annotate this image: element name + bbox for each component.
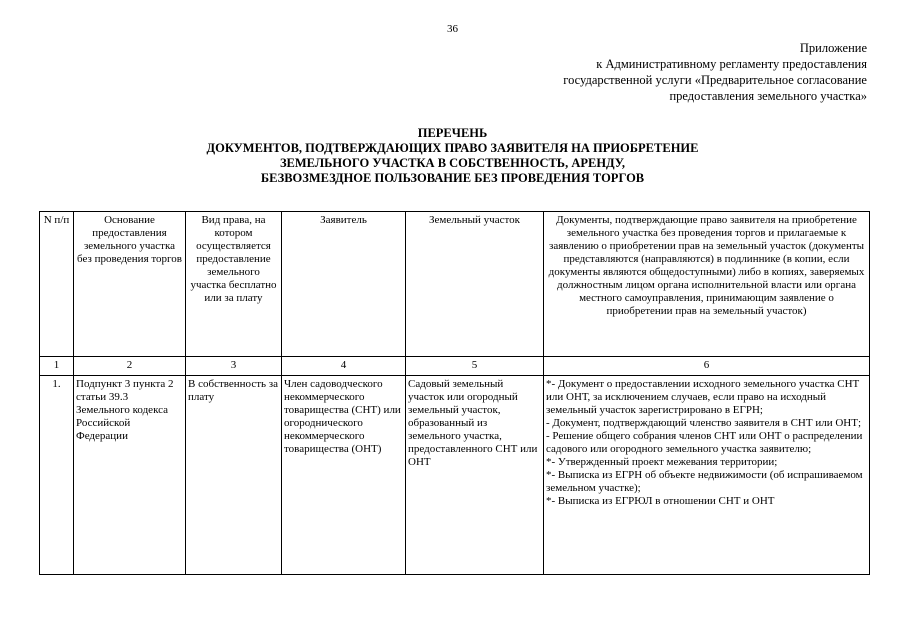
row-basis-cell: Подпункт 3 пункта 2 статьи 39.3 Земельного кодекса Российской Федерации	[74, 376, 186, 575]
row-land-cell: Садовый земельный участок или огородный земельный участок, образованный из земельного участка, предоставленного СНТ или ОНТ	[406, 376, 544, 575]
table-row	[40, 376, 870, 575]
header-cell-basis: Основание предоставления земельного участка без проведения торгов	[74, 212, 186, 357]
header-cell-right: Вид права, на котором осуществляется предоставление земельного участка бесплатно или за плату	[186, 212, 282, 357]
table-header-row	[40, 212, 870, 357]
column-number-row	[40, 357, 870, 376]
column-number: 5	[406, 357, 544, 376]
column-number: 4	[282, 357, 406, 376]
title-line: ПЕРЕЧЕНЬ	[417, 126, 488, 140]
column-number: 3	[186, 357, 282, 376]
documents-table	[39, 211, 870, 575]
document-item: *- Документ о предоставлении исходного земельного участка СНТ или ОНТ, за исключением случаев, если право на исходный земельный участок зарегистрировано в ЕГРН;	[546, 378, 860, 416]
document-item: *- Выписка из ЕГРЮЛ в отношении СНТ и ОНТ	[546, 495, 775, 507]
header-cell-number: N п/п	[40, 212, 74, 357]
page-number: 36	[447, 23, 458, 35]
header-cell-applicant: Заявитель	[282, 212, 406, 357]
row-applicant-cell: Член садоводческого некоммерческого товарищества (СНТ) или огороднического некоммерческого товарищества (ОНТ)	[282, 376, 406, 575]
appendix-line: предоставления земельного участка»	[669, 89, 867, 103]
column-number: 1	[40, 357, 74, 376]
document-item: - Решение общего собрания членов СНТ или ОНТ о распределении садового или огородного земельного участка заявителю;	[546, 430, 863, 455]
column-number: 6	[544, 357, 870, 376]
appendix-line: государственной услуги «Предварительное согласование	[563, 73, 867, 87]
title-line: БЕЗВОЗМЕЗДНОЕ ПОЛЬЗОВАНИЕ БЕЗ ПРОВЕДЕНИЯ ТОРГОВ	[260, 171, 645, 185]
column-number: 2	[74, 357, 186, 376]
appendix-note	[563, 40, 867, 104]
row-right-cell: В собственность за плату	[186, 376, 282, 575]
document-item: - Документ, подтверждающий членство заявителя в СНТ или ОНТ;	[546, 417, 862, 429]
appendix-line: к Административному регламенту предоставления	[596, 57, 867, 71]
title-line: ДОКУМЕНТОВ, ПОДТВЕРЖДАЮЩИХ ПРАВО ЗАЯВИТЕЛЯ НА ПРИОБРЕТЕНИЕ	[206, 141, 699, 155]
title-line: ЗЕМЕЛЬНОГО УЧАСТКА В СОБСТВЕННОСТЬ, АРЕНДУ,	[279, 156, 626, 170]
appendix-line: Приложение	[799, 41, 867, 55]
document-item: *- Выписка из ЕГРН об объекте недвижимости (об испрашиваемом земельном участке);	[546, 469, 863, 494]
row-number-cell: 1.	[40, 376, 74, 575]
row-documents-cell	[544, 376, 870, 575]
header-cell-land: Земельный участок	[406, 212, 544, 357]
document-title	[0, 126, 905, 186]
header-cell-documents: Документы, подтверждающие право заявителя на приобретение земельного участка без проведения торгов и прилагаемые к заявлению о приобретении прав на земельный участок (документы представляются (направляются) в подлиннике (в копии, если документы являются общедоступными) либо в копиях, заверяемых должностным лицом органа исполнительной власти или органа местного самоуправления, принимающим заявление о приобретении прав на земельный участок)	[544, 212, 870, 357]
document-item: *- Утвержденный проект межевания территории;	[546, 456, 778, 468]
